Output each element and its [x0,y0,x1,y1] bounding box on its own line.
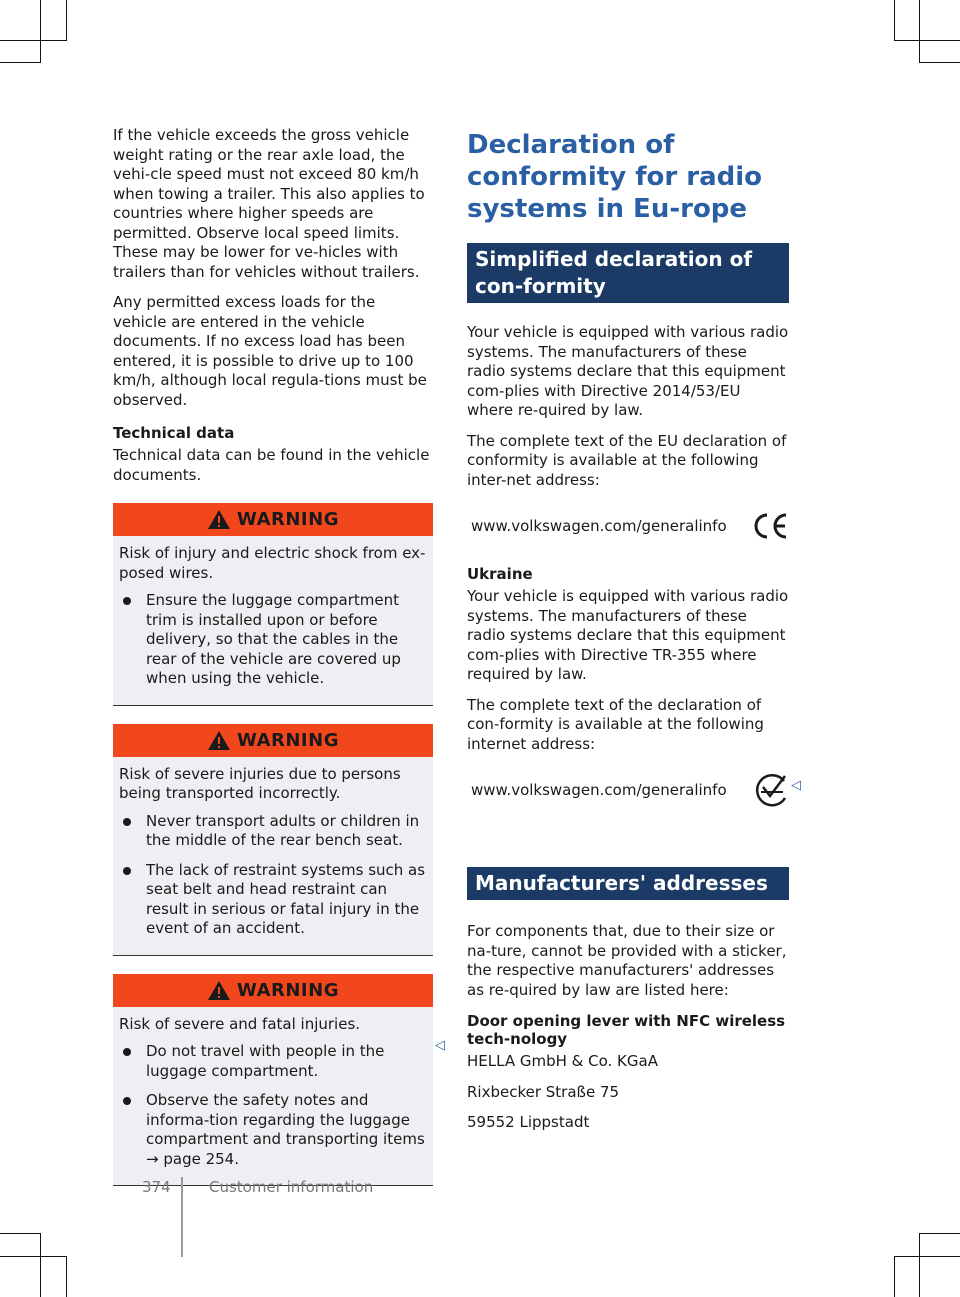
paragraph-speed-limit: If the vehicle exceeds the gross vehicle weight rating or the rear axle load, the vehi-cle speed must not exceed 80 km/h when towing a trailer. This also applies to countries where higher speeds are permitted. Observe local speed limits. These may be lower for ve-hicles with trailers than for vehicles without trailers. [113,126,425,281]
eu-declaration-text: Your vehicle is equipped with various radio systems. The manufacturers of these radio systems declare that this equipment com-plies with Directive 2014/53/EU where re-quired by law. [467,323,789,419]
warning-bullet: Do not travel with people in the luggage compartment. [119,1042,427,1081]
warning-triangle-icon [207,980,231,1001]
ukraine-heading: Ukraine [467,565,533,583]
crop-mark [0,1256,67,1257]
warning-label: WARNING [237,729,339,751]
crop-mark [894,40,960,41]
warning-bullet: Never transport adults or children in the middle of the rear bench seat. [119,812,427,851]
warning-header [113,974,433,1007]
arrow-right-icon: → [146,1149,159,1168]
crop-mark [919,0,920,62]
warning-bullet-with-link: Observe the safety notes and informa-tion regarding the luggage compartment and transporting items → page 254. [119,1091,427,1169]
warning-header [113,503,433,536]
paragraph-excess-load: Any permitted excess loads for the vehicle are entered in the vehicle documents. If no excess load has been entered, it is possible to drive up to 100 km/h, although local regula-tions must be observed. [113,293,427,409]
crop-mark [40,1233,41,1297]
warning-triangle-icon [207,509,231,530]
manufacturer-street: Rixbecker Straße 75 [467,1082,620,1101]
door-lever-heading: Door opening lever with NFC wireless tech-nology [467,1012,786,1048]
crop-mark [0,40,67,41]
warning-box-persons [113,724,433,956]
section-bar-simplified-declaration: Simplified declaration of con-formity [467,243,789,303]
section-end-icon: ◁ [435,1038,445,1053]
crop-mark [0,62,41,63]
crop-mark [0,1233,41,1234]
eu-declaration-address-text: The complete text of the EU declaration of conformity is available at the following inter-net address: [467,431,787,489]
page-title: Declaration of conformity for radio systems in Eu-rope [467,130,763,224]
crop-mark [894,1256,960,1257]
crop-mark [919,1233,960,1234]
crop-mark [40,0,41,62]
manufacturers-intro-text: For components that, due to their size or na-ture, cannot be provided with a sticker, the respective manufacturers' addresses as re-quired by law are listed here: [467,922,787,999]
technical-data-text: Technical data can be found in the vehicle documents. [113,446,430,484]
ukraine-declaration-address-text: The complete text of the declaration of con-formity is available at the following internet address: [467,695,764,753]
warning-label: WARNING [237,509,339,530]
crop-mark [919,62,960,63]
warning-bullet: The lack of restraint systems such as seat belt and head restraint can result in serious or fatal injury in the event of an accident. [119,861,427,939]
ukraine-url-row [467,765,789,815]
crop-mark [894,0,895,40]
crop-mark [66,1256,67,1297]
footer-section-title: Customer information [209,1178,374,1196]
eu-declaration-url[interactable]: www.volkswagen.com/generalinfo [471,517,727,535]
ukraine-declaration-text: Your vehicle is equipped with various radio systems. The manufacturers of these radio systems declare that this equipment com-plies with Directive TR-355 where required by law. [467,587,789,683]
warning-intro: Risk of injury and electric shock from ex-posed wires. [119,544,426,582]
manufacturer-city: 59552 Lippstadt [467,1113,590,1131]
page-reference-link[interactable]: page 254. [163,1149,239,1168]
warning-label: WARNING [237,979,339,1001]
warning-intro: Risk of severe and fatal injuries. [119,1014,361,1033]
warning-box-luggage [113,974,433,1187]
warning-header [113,724,433,757]
section-end-icon: ◁ [791,778,801,793]
footer-divider [181,1177,183,1257]
crop-mark [919,1233,920,1297]
technical-data-heading: Technical data [113,424,235,442]
ukraine-declaration-url[interactable]: www.volkswagen.com/generalinfo [471,781,727,799]
page-number: 374 [142,1178,171,1196]
crop-mark [66,0,67,40]
ce-mark-icon [751,512,789,540]
manufacturer-name: HELLA GmbH & Co. KGaA [467,1052,658,1070]
warning-bullet: Ensure the luggage compartment trim is installed upon or before delivery, so that the cables in the rear of the vehicle are covered up when using the vehicle. [119,591,427,689]
ukraine-conformity-mark-icon [755,772,789,808]
warning-triangle-icon [207,730,231,751]
section-bar-manufacturers-addresses: Manufacturers' addresses [467,867,789,900]
crop-mark [894,1256,895,1297]
left-column [113,126,433,1186]
right-column [467,126,789,1144]
warning-box-wires [113,503,433,706]
warning-intro: Risk of severe injuries due to persons being transported incorrectly. [119,764,401,802]
eu-url-row [467,501,789,551]
